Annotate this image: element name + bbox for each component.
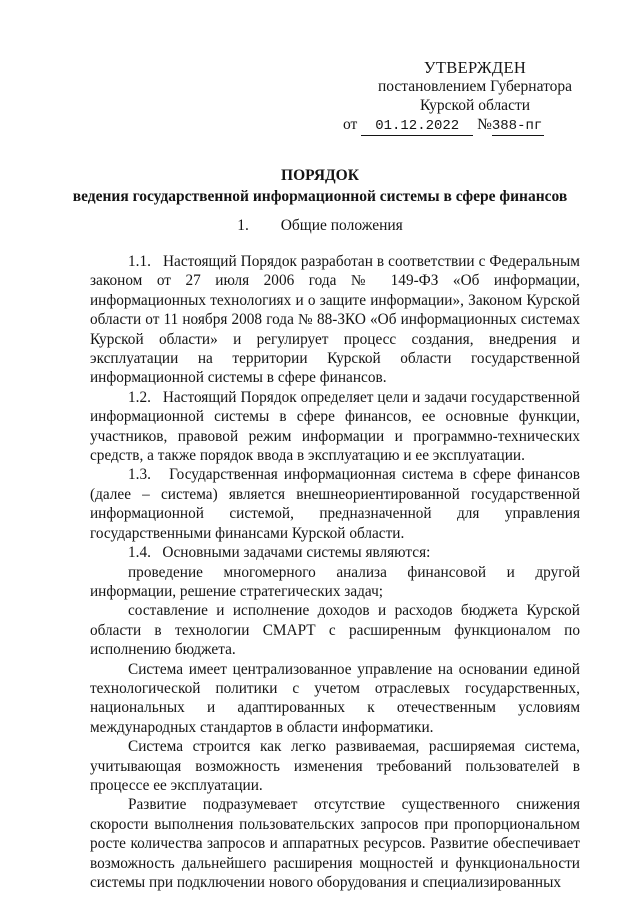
- paragraph: Система имеет централизованное управление на основании единой технологической политики с учетом отраслевых государственных, национальных и адаптированных к отечественным условиям международных стандартов в области информатики.: [90, 660, 580, 736]
- paragraph: Развитие подразумевает отсутствие существенного снижения скорости выполнения пользовательских запросов при пропорциональном росте количества запросов и аппаратных ресурсов. Развитие обеспечивает возможность дальнейшего расширения мощностей и функциональности системы при подключении нового оборудования и специализированных: [90, 796, 580, 891]
- approval-number: 388-пг: [491, 118, 543, 134]
- section-heading: [0, 216, 640, 235]
- approval-date-prefix: от: [343, 116, 358, 133]
- approval-number-prefix: №: [477, 116, 492, 133]
- document-title: ПОРЯДОК: [281, 167, 359, 184]
- approval-line-1: постановлением Губернатора: [377, 78, 573, 95]
- approval-date: 01.12.2022: [361, 118, 473, 136]
- paragraph: проведение многомерного анализа финансовой и другой информации, решение стратегических задач;: [90, 563, 580, 600]
- approval-title: УТВЕРЖДЕН: [423, 58, 527, 77]
- paragraph: 1.1. Настоящий Порядок разработан в соответствии с Федеральным законом от 27 июля 2006 года № 149-ФЗ «Об информации, информационных технологиях и о защите информации», Законом Курской области от 11 ноября 2008 года № 88-ЗКО «Об информационных системах Курской области» и регулирует процесс создания, внедрения и эксплуатации на территории Курской области государственной информационной системы в сфере финансов.: [90, 253, 580, 387]
- approval-line-2: Курской области: [419, 97, 531, 114]
- section-number: 1.: [237, 217, 249, 234]
- approval-date-row: [343, 115, 595, 136]
- paragraph: составление и исполнение доходов и расходов бюджета Курской области в технологии СМАРТ с расширенным функционалом по исполнению бюджета.: [90, 602, 580, 659]
- paragraph: 1.3. Государственная информационная система в сфере финансов (далее – система) является внешнеориентированной государственной информационной системой, предназначенной для управления государственными финансами Курской области.: [90, 466, 580, 542]
- paragraph: 1.4. Основными задачами системы являются:: [128, 544, 431, 562]
- section-title: Общие положения: [280, 217, 403, 234]
- paragraph: 1.2. Настоящий Порядок определяет цели и задачи государственной информационной системы в сфере финансов, ее основные функции, участников, правовой режим информации и программно-технических средств, а также порядок ввода в эксплуатацию и ее эксплуатации.: [90, 388, 580, 465]
- approval-stamp: [343, 58, 595, 136]
- document-subtitle: ведения государственной информационной системы в сфере финансов: [72, 188, 568, 205]
- body-text: [90, 252, 580, 892]
- paragraph: Система строится как легко развиваемая, расширяемая система, учитывающая возможность изменения требований пользователей в процессе ее эксплуатации.: [90, 738, 580, 794]
